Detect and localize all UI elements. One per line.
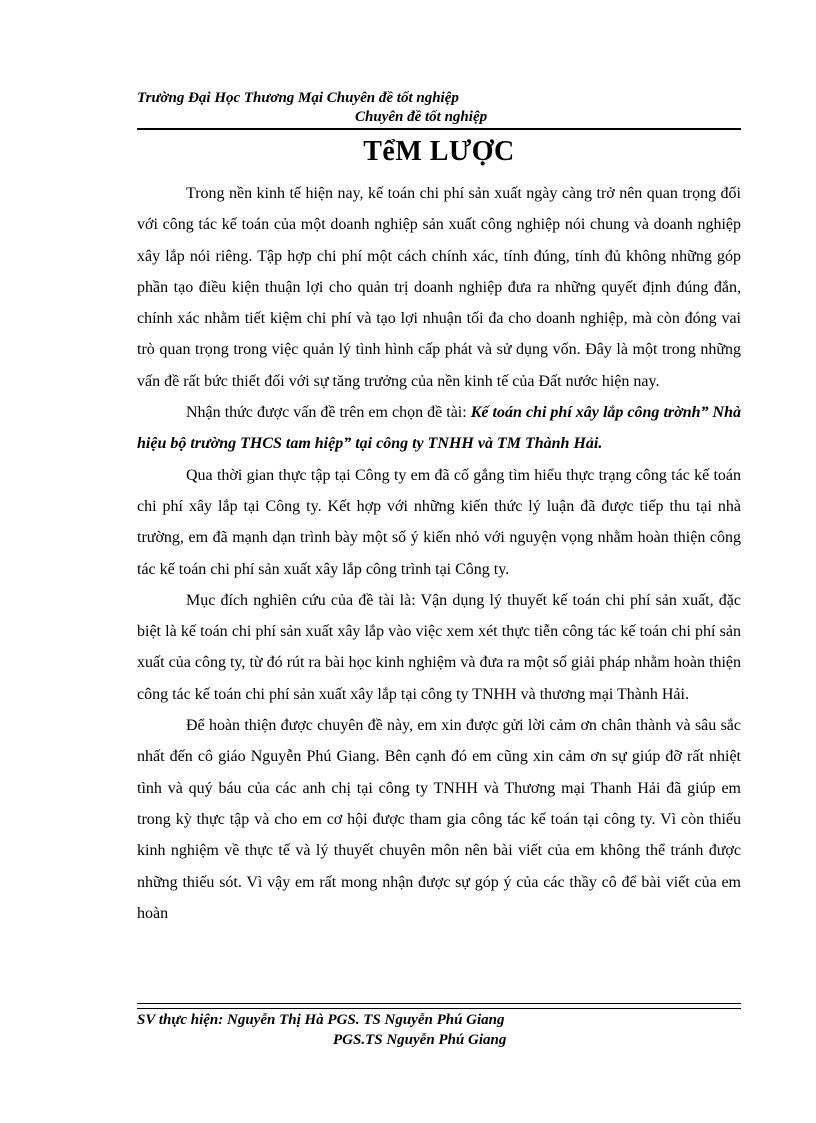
header-report-type-line: Chuyên đề tốt nghiệp [355, 109, 488, 125]
paragraph-2 [137, 397, 741, 460]
footer-advisor-line: PGS.TS Nguyễn Phú Giang [333, 1032, 507, 1048]
running-header [137, 89, 741, 127]
thesis-topic: Kế toán chi phí xây lắp công trờnh” Nhà hiệu bộ trường THCS tam hiệp” tại công ty TNHH và TM Thành Hải. [137, 404, 742, 453]
paragraph-1: Trong nền kinh tế hiện nay, kế toán chi phí sản xuất ngày càng trở nên quan trọng đối với công tác kế toán của một doanh nghiệp sản xuất công nghiệp nói chung và doanh nghiệp xây lắp nói riêng. Tập hợp chi phí một cách chính xác, tính đúng, tính đủ không những góp phần tạo điều kiện thuận lợi cho quản trị doanh nghiệp đưa ra những quyết định đúng đắn, chính xác nhằm tiết kiệm chi phí và tạo lợi nhuận tối đa cho doanh nghiệp, mà còn đóng vai trò quan trọng trong việc quản lý tình hình cấp phát và sử dụng vốn. Đây là một trong những vấn đề rất bức thiết đối với sự tăng trưởng của nền kinh tế của Đất nước hiện nay. [137, 185, 741, 390]
header-school-line: Trường Đại Học Thương Mại Chuyên đề tốt nghiệp [137, 90, 459, 106]
footer-divider [137, 1003, 741, 1009]
paragraph-4: Mục đích nghiên cứu của đề tài là: Vận dụng lý thuyết kế toán chi phí sản xuất, đặc biệt là kế toán chi phí sản xuất xây lắp vào việc xem xét thực tiễn công tác kế toán chi phí sản xuất của công ty, từ đó rút ra bài học kinh nghiệm và đưa ra một số giải pháp nhằm hoàn thiện công tác kế toán chi phí sản xuất xây lắp tại công ty TNHH và thương mại Thành Hải. [137, 591, 741, 703]
paragraph-3: Qua thời gian thực tập tại Công ty em đã cố gắng tìm hiểu thực trạng công tác kế toán chi phí xây lắp tại Công ty. Kết hợp với những kiến thức lý luận đã được tiếp thu tại nhà trường, em đã mạnh dạn trình bày một số ý kiến nhỏ với nguyện vọng nhằm hoàn thiện công tác kế toán chi phí sản xuất xây lắp công trình tại Công ty. [137, 466, 741, 578]
paragraph-2-intro: Nhận thức được vấn đề trên em chọn đề tài: [186, 404, 471, 422]
page-title: TểM LƯỢC [363, 136, 515, 167]
paragraph-5: Để hoàn thiện được chuyên đề này, em xin được gửi lời cảm ơn chân thành và sâu sắc nhất đến cô giáo Nguyễn Phú Giang. Bên cạnh đó em cũng xin cảm ơn sự giúp đỡ rất nhiệt tình và quý báu của các anh chị tại công ty TNHH và Thương mại Thanh Hải đã giúp em trong kỳ thực tập và cho em cơ hội được tham gia công tác kế toán tại công ty. Vì còn thiếu kinh nghiệm về thực tế và lý thuyết chuyên môn nên bài viết của em không thể tránh được những thiếu sót. Vì vậy em rất mong nhận được sự góp ý của các thầy cô để bài viết của em hoàn [137, 717, 741, 922]
footer-student-line: SV thực hiện: Nguyễn Thị Hà PGS. TS Nguyễn Phú Giang [137, 1012, 505, 1028]
running-footer [137, 1010, 741, 1050]
document-body [137, 178, 741, 929]
header-divider [137, 128, 741, 130]
